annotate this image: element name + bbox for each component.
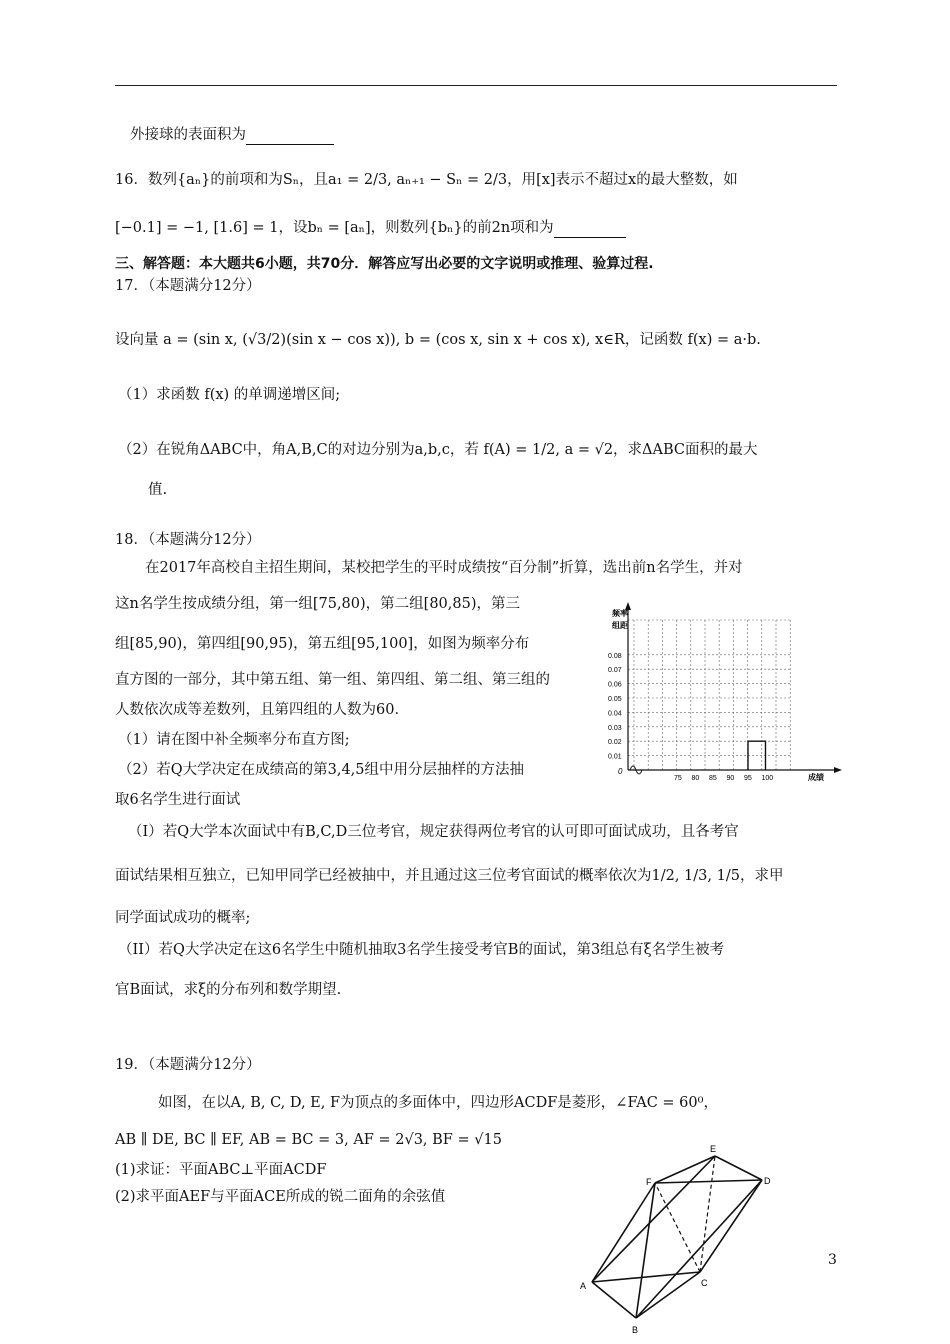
edge-fd xyxy=(655,1180,762,1183)
vertex-a: A xyxy=(580,1281,587,1291)
edge-af xyxy=(592,1183,655,1282)
q17-part2-line1: （2）在锐角ΔABC中，角A,B,C的对边分别为a,b,c，若 f(A) = 1/2, a = √2，求ΔABC面积的最大 xyxy=(118,442,758,458)
x-axis-label: 成绩 xyxy=(808,773,824,782)
y-label-top: 频率 xyxy=(612,609,628,618)
x-tick-label: 75 xyxy=(674,775,682,782)
q18-line1: 在2017年高校自主招生期间，某校把学生的平时成绩按“百分制”折算，选出前n名学生，并对 xyxy=(145,560,743,576)
y-tick-label: 0.01 xyxy=(608,753,622,761)
page-number: 3 xyxy=(828,1252,837,1268)
edge-ac xyxy=(592,1272,700,1282)
top-rule xyxy=(115,85,837,86)
y-tick-label: 0.02 xyxy=(608,739,622,747)
q19-header: 19．（本题满分12分） xyxy=(115,1057,261,1073)
vertex-d: D xyxy=(764,1176,771,1186)
edge-cf-hidden xyxy=(655,1183,700,1272)
q18-line3: 组[85,90)，第四组[90,95)，第五组[95,100]，如图为频率分布 xyxy=(115,636,530,652)
q16-line2: [−0.1] = −1, [1.6] = 1，设bₙ = [aₙ]，则数列{bₙ}的前2n项和为 xyxy=(115,218,626,238)
vertex-e: E xyxy=(710,1144,717,1154)
q16-line1: 16．数列{aₙ}的前项和为Sₙ，且a₁ = 2/3, aₙ₊₁ − Sₙ = 2/3，用[x]表示不超过x的最大整数，如 xyxy=(115,172,738,188)
vertex-b: B xyxy=(632,1325,639,1335)
edge-fe xyxy=(655,1156,715,1183)
x-tick-label: 85 xyxy=(709,775,717,782)
edge-cd xyxy=(700,1180,762,1272)
q18-sub1-line1: （I）若Q大学本次面试中有B,C,D三位考官，规定获得两位考官的认可即可面试成功，且各考官 xyxy=(128,824,739,840)
vertex-c: C xyxy=(701,1278,708,1288)
x-tick-label: 100 xyxy=(761,775,774,782)
y-label-bottom: 组距 xyxy=(612,621,628,630)
q17-part1: （1）求函数 f(x) 的单调递增区间; xyxy=(118,387,341,403)
y-tick-label: 0.08 xyxy=(608,652,622,660)
x-tick-label: 95 xyxy=(744,775,752,782)
q17-header: 17．（本题满分12分） xyxy=(115,278,261,294)
x-tick-label: 80 xyxy=(691,775,700,782)
edge-ae xyxy=(592,1156,715,1282)
histogram-axes xyxy=(625,602,842,773)
q19-part2: (2)求平面AEF与平面ACE所成的锐二面角的余弦值 xyxy=(115,1189,446,1205)
vertex-f: F xyxy=(646,1177,652,1187)
q18-header: 18．（本题满分12分） xyxy=(115,532,261,548)
edge-bd xyxy=(636,1180,762,1318)
y-tick-label: 0.03 xyxy=(608,724,622,732)
q18-part2-line1: （2）若Q大学决定在成绩高的第3,4,5组中用分层抽样的方法抽 xyxy=(118,762,525,778)
q18-line2: 这n名学生按成绩分组，第一组[75,80)，第二组[80,85)，第三 xyxy=(115,596,520,612)
edge-ce-hidden xyxy=(700,1156,715,1272)
x-tick-label: 90 xyxy=(726,775,735,782)
y-tick-label: 0.07 xyxy=(608,667,622,675)
edge-ab xyxy=(592,1282,636,1318)
y-tick-label: 0.04 xyxy=(608,710,622,718)
origin-label: 0 xyxy=(618,767,623,776)
polyhedron-figure xyxy=(570,1140,800,1340)
q19-line2: AB ∥ DE, BC ∥ EF, AB = BC = 3, AF = 2√3, BF = √15 xyxy=(115,1132,502,1148)
y-tick-label: 0.06 xyxy=(608,681,622,689)
q17-part2-line2: 值. xyxy=(148,482,168,498)
q18-sub2-line2: 官B面试，求ξ的分布列和数学期望. xyxy=(115,982,342,998)
q18-part2-line2: 取6名学生进行面试 xyxy=(115,792,241,808)
section-3-heading: 三、解答题：本大题共6小题，共70分．解答应写出必要的文字说明或推理、验算过程. xyxy=(115,256,654,272)
q15-tail: 外接球的表面积为 xyxy=(130,125,334,145)
q18-sub2-line1: （II）若Q大学决定在这6名学生中随机抽取3名学生接受考官B的面试，第3组总有ξ名学生被考 xyxy=(118,942,725,958)
q19-line1: 如图，在以A, B, C, D, E, F为顶点的多面体中，四边形ACDF是菱形，∠FAC = 60⁰， xyxy=(158,1095,718,1111)
edge-ed xyxy=(715,1156,762,1180)
q18-part1: （1）请在图中补全频率分布直方图; xyxy=(118,732,350,748)
y-tick-label: 0.05 xyxy=(608,696,622,703)
q17-setup: 设向量 a = (sin x, (√3/2)(sin x − cos x)), b = (cos x, sin x + cos x), x∈R，记函数 f(x) = a·b. xyxy=(115,332,761,348)
q18-line5: 人数依次成等差数列，且第四组的人数为60． xyxy=(115,702,409,718)
q18-sub1-line3: 同学面试成功的概率; xyxy=(115,910,251,926)
edge-bf xyxy=(636,1183,655,1318)
edge-bc xyxy=(636,1272,700,1318)
q18-sub1-line2: 面试结果相互独立，已知甲同学已经被抽中，并且通过这三位考官面试的概率依次为1/2, 1/3, 1/5，求甲 xyxy=(115,868,784,884)
frequency-histogram xyxy=(608,600,848,785)
q18-line4: 直方图的一部分，其中第五组、第一组、第四组、第二组、第三组的 xyxy=(115,672,550,688)
q19-part1: (1)求证：平面ABC⊥平面ACDF xyxy=(115,1162,327,1178)
